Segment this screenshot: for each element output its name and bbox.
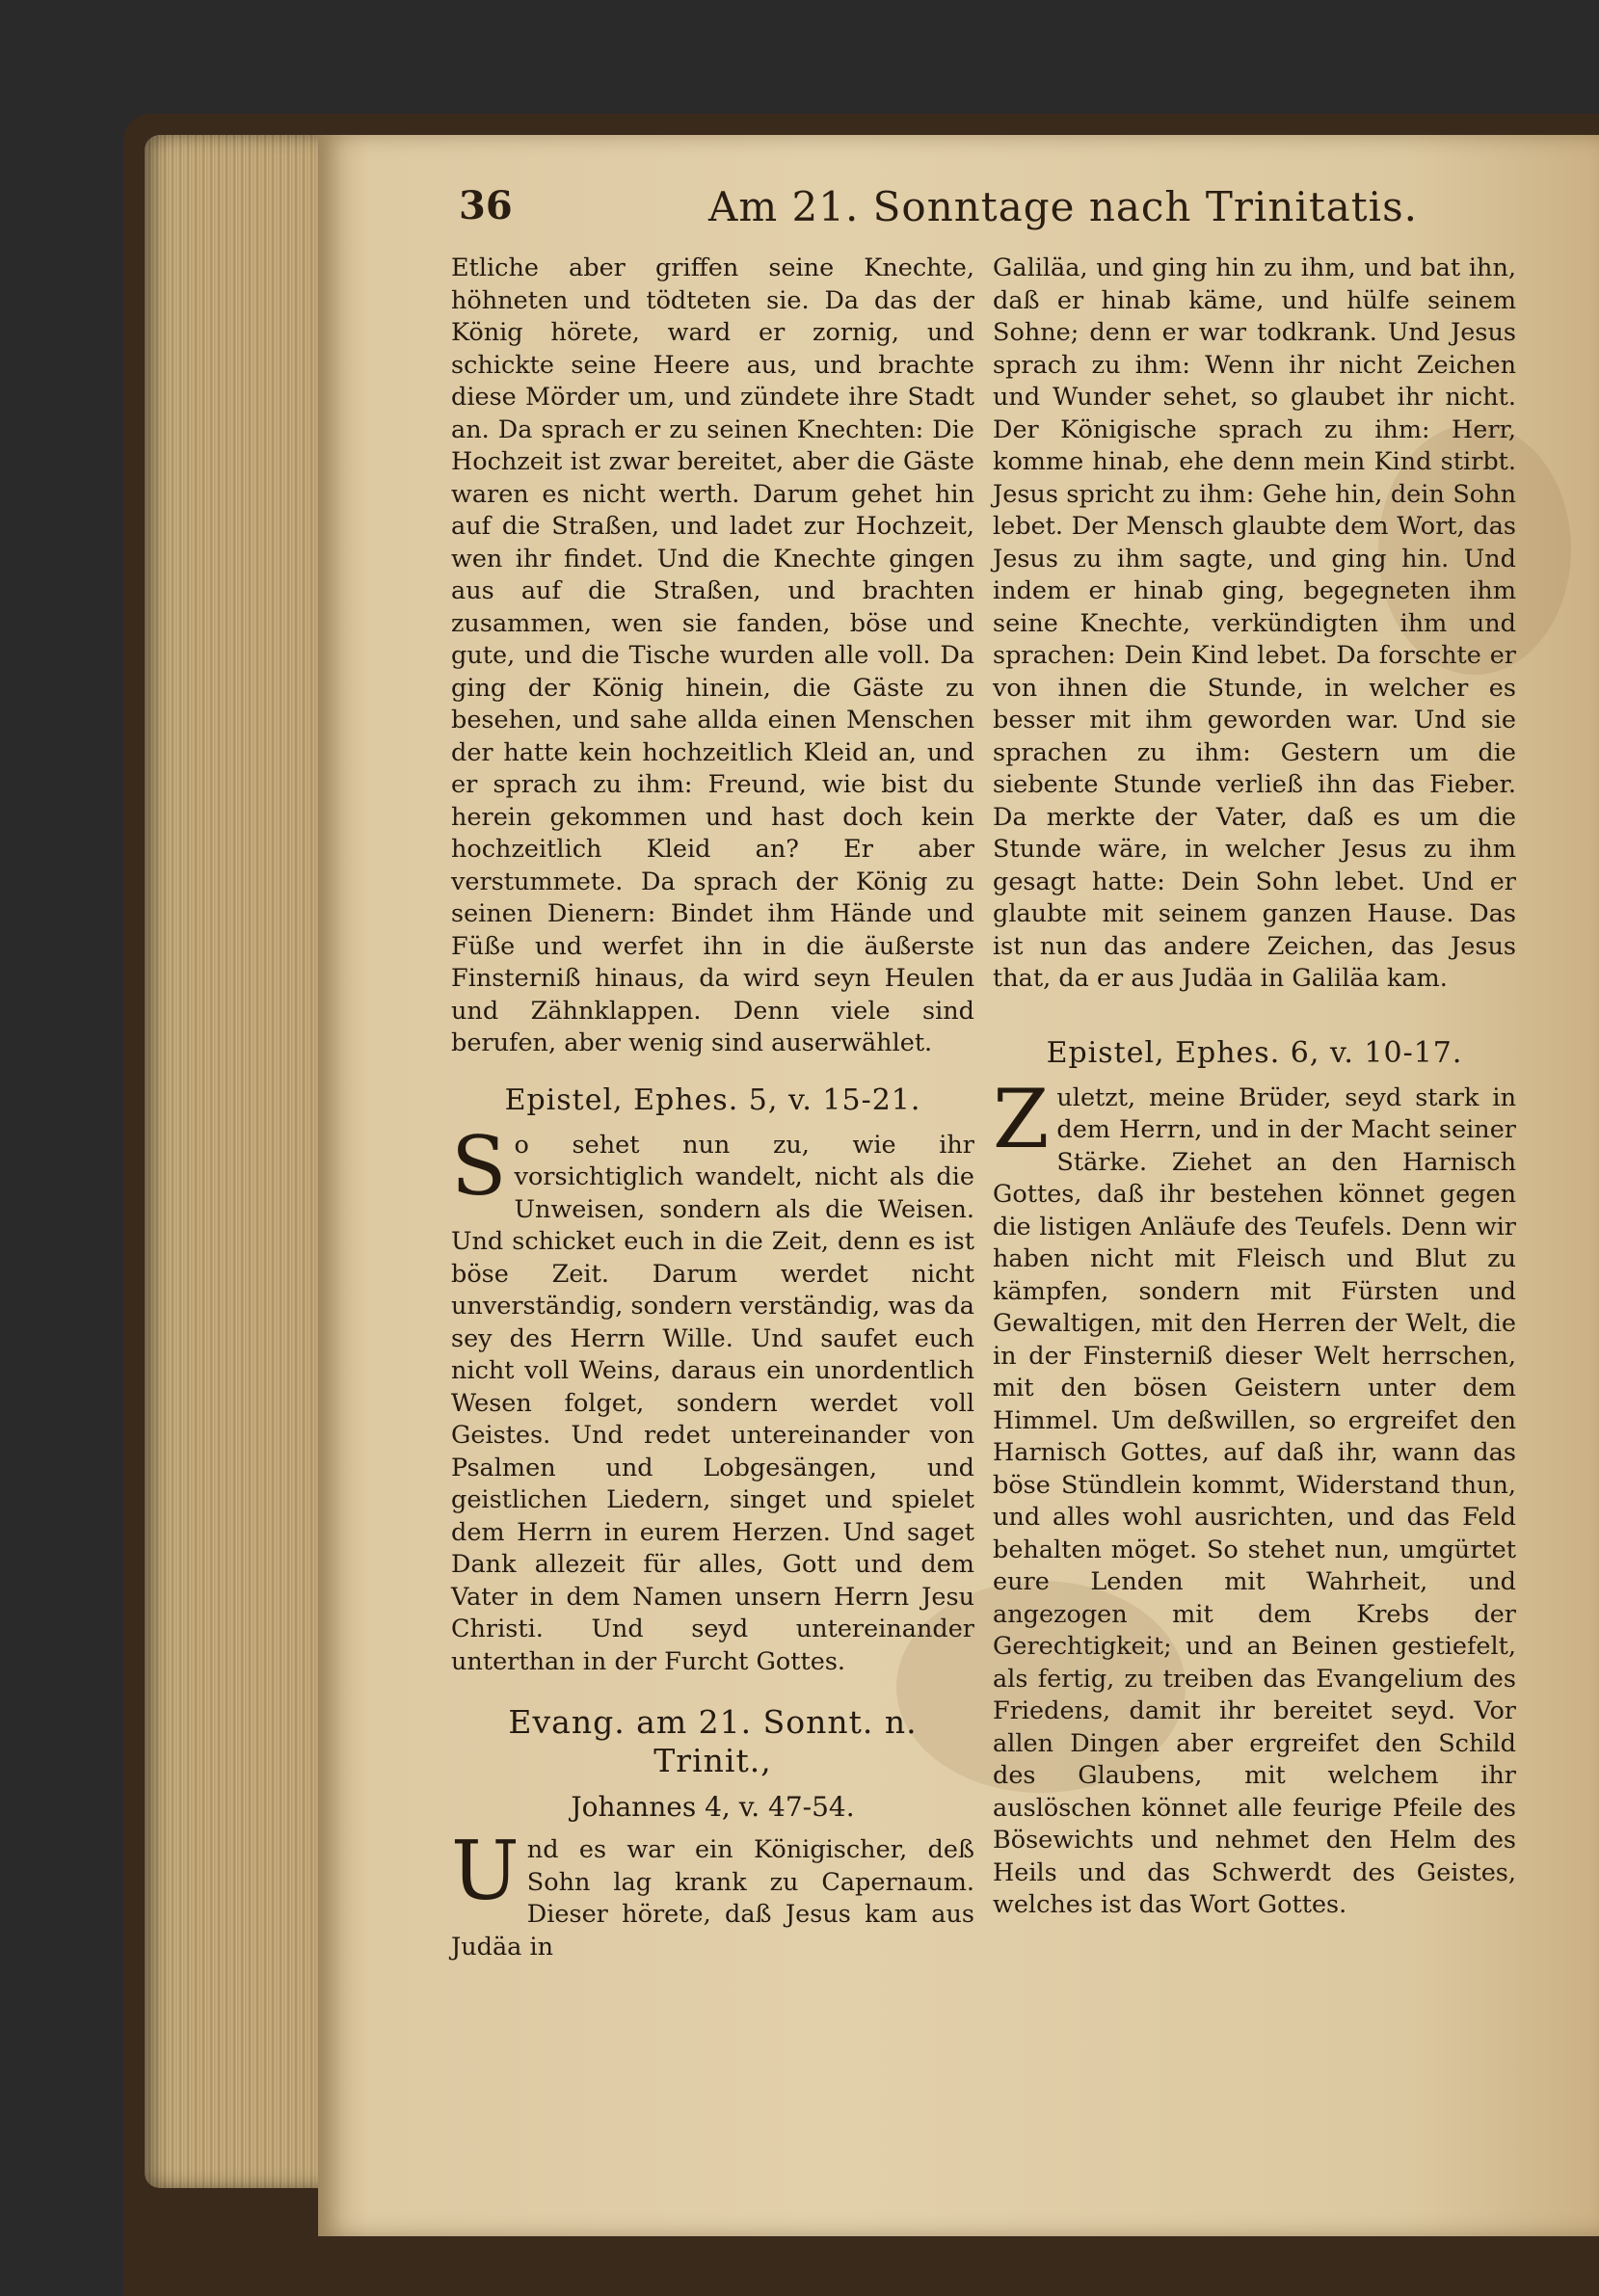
dropcap-s: S — [451, 1118, 507, 1214]
epistle-heading-left: Epistel, Ephes. 5, v. 15-21. — [504, 1082, 921, 1117]
epistle-body-right: uletzt, meine Brüder, seyd stark in dem Herrn, und in der Macht seiner Stärke. Ziehet an den Harnisch Gottes, daß ihr bestehen könnet gegen die listigen Anläufe des Teufels. Denn wir haben nicht mit Fleisch und Blut zu kämpfen, sondern mit Fürsten und Gewaltigen, mit den Herren der Welt, die in der Finsterniß dieser Welt herrschen, mit den bösen Geistern unter dem Himmel. Um deßwillen, so ergreifet den Harnisch Gottes, auf daß ihr, wann das böse Stündlein kommt, Widerstand thun, und alles wohl ausrichten, und das Feld behalten möget. So stehet nun, umgürtet eure Lenden mit Wahrheit, und angezogen mit dem Krebs der Gerechtigkeit; und an Beinen gestiefelt, als fertig, zu treiben das Evangelium des Friedens, damit ihr bereitet seyd. Vor allen Dingen aber ergreifet den Schild des Glaubens, mit welchem ihr auslöschen könnet alle feurige Pfeile des Bösewichts und nehmet den Helm des Heils und das Schwerdt des Geistes, welches ist das Wort Gottes. — [993, 1082, 1516, 1919]
page-edges — [145, 135, 323, 2188]
gospel-text-left — [451, 1824, 974, 1963]
left-column — [451, 253, 974, 1963]
gospel-subheading: Johannes 4, v. 47-54. — [571, 1791, 855, 1823]
running-head: Am 21. Sonntage nach Trinitatis. — [708, 183, 1418, 230]
epistle-text-left — [451, 1118, 974, 1679]
dropcap-z: Z — [993, 1071, 1050, 1166]
gospel-continued-text: Galiläa, und ging hin zu ihm, und bat ihn, daß er hinab käme, und hülfe seinem Sohne; denn er war todkrank. Und Jesus sprach zu ihm: Wenn ihr nicht Zeichen und Wunder sehet, so glaubet ihr nicht. Der Königische sprach zu ihm: Herr, komme hinab, ehe denn mein Kind stirbt. Jesus spricht zu ihm: Gehe hin, dein Sohn lebet. Der Mensch glaubte dem Wort, das Jesus zu ihm sagte, und ging hin. Und indem er hinab ging, begegneten ihm seine Knechte, verkündigten ihm und sprachen: Dein Kind lebet. Da forschte er von ihnen die Stunde, in welcher es besser mit ihm geworden war. Und sie sprachen zu ihm: Gestern um die siebente Stunde verließ ihn das Fieber. Da merkte der Vater, daß es um die Stunde wäre, in welcher Jesus zu ihm gesagt hatte: Dein Sohn lebet. Und er glaubte mit seinem ganzen Hause. Das ist nun das andere Zeichen, das Jesus that, da er aus Judäa in Galiläa kam. — [993, 254, 1516, 993]
epistle-text-right — [993, 1071, 1516, 1922]
gospel-end-text: Etliche aber griffen seine Knechte, höhneten und tödteten sie. Da das der König hörete, ward er zornig, und schickte seine Heere aus, und brachte diese Mörder um, und zündete ihre Stadt an. Da sprach er zu seinen Knechten: Die Hochzeit ist zwar bereitet, aber die Gäste waren es nicht werth. Darum gehet hin auf die Straßen, und ladet zur Hochzeit, wen ihr findet. Und die Knechte gingen aus auf die Straßen, und brachten zusammen, wen sie fanden, böse und gute, und die Tische wurden alle voll. Da ging der König hinein, die Gäste zu besehen, und sahe allda einen Menschen der hatte kein hochzeitlich Kleid an, und er sprach zu ihm: Freund, wie bist du herein gekommen und hast doch kein hochzeitlich Kleid an? Er aber verstummete. Da sprach der König zu seinen Dienern: Bindet ihm Hände und Füße und werfet ihn in die äußerste Finsterniß hinaus, da wird seyn Heulen und Zähnklappen. Denn viele sind berufen, aber wenig sind auserwählet. — [451, 254, 974, 1057]
right-column — [993, 253, 1516, 1922]
epistle-heading-right: Epistel, Ephes. 6, v. 10-17. — [1046, 1035, 1463, 1070]
gospel-body-left: nd es war ein Königischer, deß Sohn lag krank zu Capernaum. Dieser hörete, daß Jesus kam aus Judäa in — [451, 1835, 974, 1962]
epistle-body-left: o sehet nun zu, wie ihr vorsichtiglich wandelt, nicht als die Unweisen, sondern als die Weisen. Und schicket euch in die Zeit, denn es ist böse Zeit. Darum werdet nicht unverständig, sondern verständig, was da sey des Herrn Wille. Und saufet euch nicht voll Weins, daraus ein unordentlich Wesen folget, sondern werdet voll Geistes. Und redet untereinander von Psalmen und Lobgesängen, und geistlichen Liedern, singet und spielet dem Herrn in eurem Herzen. Und saget Dank allezeit für alles, Gott und dem Vater in dem Namen unsern Herrn Jesu Christi. Und seyd untereinander unterthan in der Furcht Gottes. — [451, 1130, 974, 1676]
gospel-heading: Evang. am 21. Sonnt. n. Trinit., — [508, 1703, 918, 1779]
page-number: 36 — [459, 183, 513, 228]
dropcap-u: U — [451, 1824, 520, 1918]
